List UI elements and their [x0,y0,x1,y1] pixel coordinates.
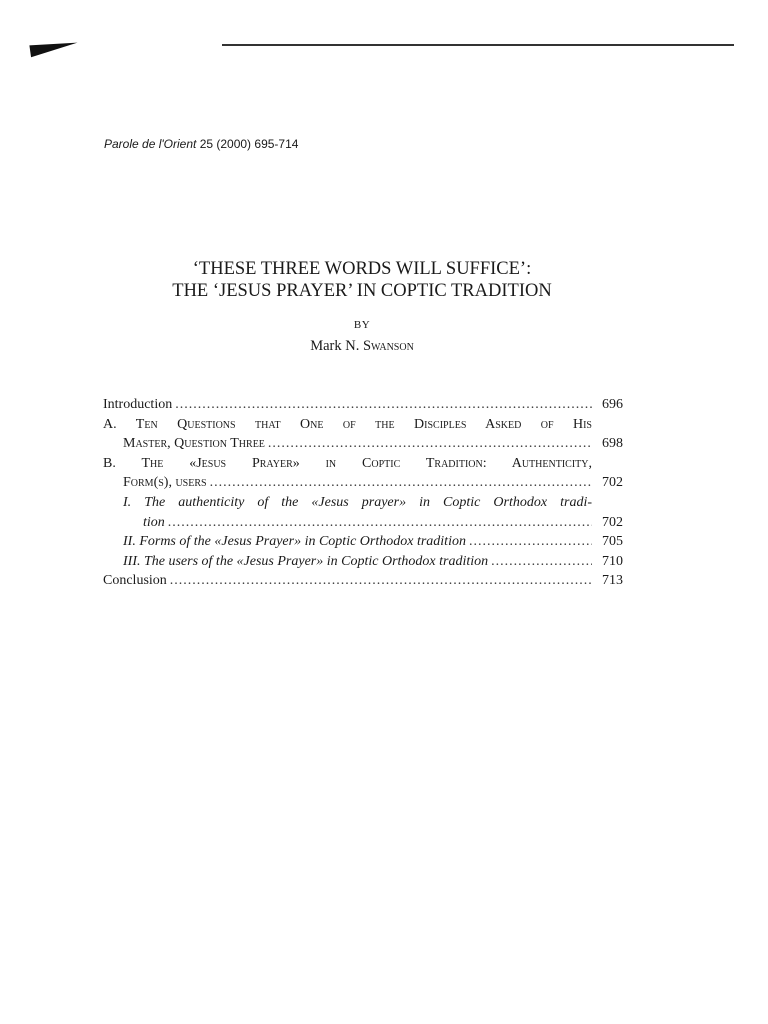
toc-label: A. Ten Questions that One of the Disciples Asked of His [103,416,592,432]
toc-entry-b1-line1 [103,493,623,513]
journal-citation [104,137,298,151]
toc-label: I. The authenticity of the «Jesus prayer» in Coptic Orthodox tradi- [123,494,592,510]
toc-entry-b-line1 [103,454,623,474]
toc-entry-introduction [103,395,623,415]
toc-label: Introduction [103,397,173,412]
toc-label: Conclusion [103,573,167,589]
toc-label: tion [143,514,165,530]
toc-entry-a-line1 [103,415,623,435]
toc-entry-b-line2 [103,473,623,493]
toc-leader [210,473,592,493]
toc-entry-a-line2 [103,434,623,454]
toc-label: Form(s), users [123,475,207,491]
author-name [0,338,724,355]
toc-entry-conclusion [103,571,623,591]
toc-entry-b3 [103,552,623,572]
toc-leader [491,552,592,572]
toc-leader [469,532,592,552]
toc-label: B. The «Jesus Prayer» in Coptic Tradition: Authenticity, [103,455,592,471]
toc-entry-b2 [103,532,623,552]
author-first-name: Mark N. [310,338,363,354]
toc-label: II. Forms of the «Jesus Prayer» in Coptic Orthodox tradition [123,534,466,550]
toc-page: 705 [602,534,623,550]
author-last-name: Swanson [362,338,414,354]
toc-leader [175,395,592,415]
toc-page: 696 [602,397,623,412]
article-title-line-1: ‘THESE THREE WORDS WILL SUFFICE’: [192,259,532,279]
toc-label: Master, Question Three [123,436,265,452]
toc-leader [268,434,592,454]
journal-reference: 25 (2000) 695-714 [199,137,299,151]
toc-label: III. The users of the «Jesus Prayer» in Coptic Orthodox tradition [123,553,489,569]
table-of-contents [103,395,623,591]
toc-page: 702 [602,514,623,530]
toc-leader [170,571,592,591]
toc-page: 702 [602,475,623,491]
toc-page: 713 [602,573,623,589]
byline-label: BY [353,319,371,331]
journal-name: Parole de l'Orient [104,137,197,151]
toc-leader [168,513,592,533]
scan-artifact-mark [29,39,78,58]
article-title-line-2: THE ‘JESUS PRAYER’ IN COPTIC TRADITION [172,281,552,301]
toc-page: 698 [602,436,623,452]
scan-artifact-line [222,44,734,46]
toc-page: 710 [602,553,623,569]
toc-entry-b1-line2 [103,513,623,533]
